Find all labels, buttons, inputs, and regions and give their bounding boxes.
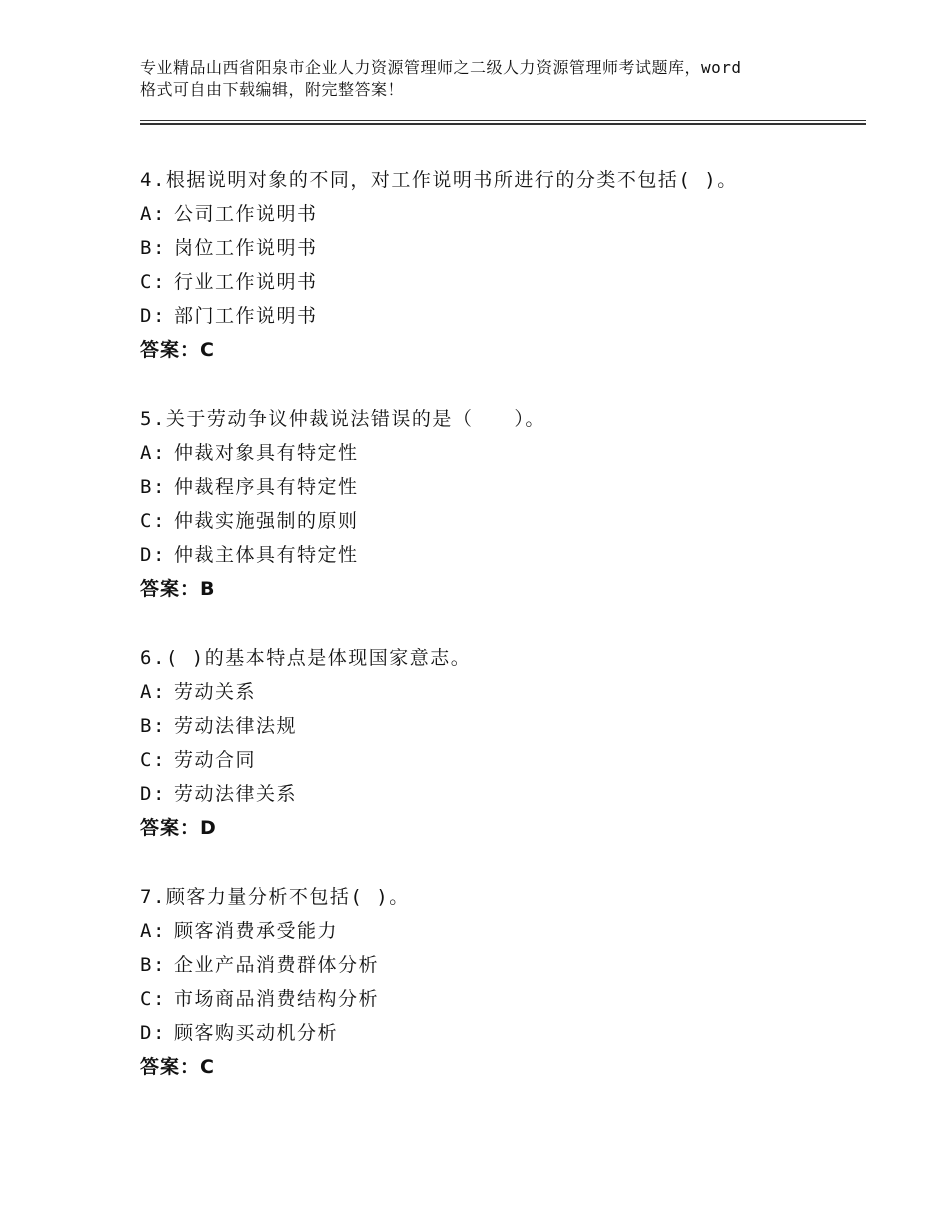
question-7 <box>140 880 866 1084</box>
option-a <box>140 197 866 231</box>
option-b <box>140 709 866 743</box>
option-text: 公司工作说明书 <box>174 203 318 225</box>
option-text: 岗位工作说明书 <box>174 237 318 259</box>
option-text: 劳动法律法规 <box>174 715 298 737</box>
header-line-2: 格式可自由下载编辑，附完整答案！ <box>140 80 405 99</box>
option-text: 仲裁实施强制的原则 <box>174 510 359 532</box>
option-a <box>140 675 866 709</box>
question-stem: 5.关于劳动争议仲裁说法错误的是（ ）。 <box>140 408 546 430</box>
option-c <box>140 982 866 1016</box>
option-key: C: <box>140 988 166 1010</box>
header-line-1: 专业精品山西省阳泉市企业人力资源管理师之二级人力资源管理师考试题库，word <box>140 58 742 77</box>
option-text: 顾客消费承受能力 <box>174 920 339 942</box>
answer-line: 答案：C <box>140 1056 215 1078</box>
question-5 <box>140 402 866 606</box>
option-key: A: <box>140 681 166 703</box>
option-key: C: <box>140 271 166 293</box>
header-divider-thick <box>140 123 866 125</box>
question-stem: 4.根据说明对象的不同，对工作说明书所进行的分类不包括( )。 <box>140 169 738 191</box>
option-text: 仲裁对象具有特定性 <box>174 442 359 464</box>
option-b <box>140 231 866 265</box>
answer-line: 答案：C <box>140 339 215 361</box>
option-key: A: <box>140 442 166 464</box>
option-text: 市场商品消费结构分析 <box>174 988 380 1010</box>
option-key: D: <box>140 1022 166 1044</box>
answer-line: 答案：D <box>140 817 217 839</box>
option-key: A: <box>140 203 166 225</box>
option-key: B: <box>140 237 166 259</box>
option-text: 劳动合同 <box>174 749 257 771</box>
question-stem: 6.( )的基本特点是体现国家意志。 <box>140 647 472 669</box>
option-a <box>140 914 866 948</box>
question-6 <box>140 641 866 845</box>
option-text: 企业产品消费群体分析 <box>174 954 380 976</box>
header-divider-thin <box>140 120 866 121</box>
answer-line: 答案：B <box>140 578 216 600</box>
option-d <box>140 1016 866 1050</box>
option-text: 部门工作说明书 <box>174 305 318 327</box>
option-key: C: <box>140 749 166 771</box>
option-c <box>140 504 866 538</box>
option-text: 顾客购买动机分析 <box>174 1022 339 1044</box>
option-b <box>140 948 866 982</box>
option-key: D: <box>140 783 166 805</box>
option-key: A: <box>140 920 166 942</box>
option-text: 劳动关系 <box>174 681 257 703</box>
option-c <box>140 265 866 299</box>
option-d <box>140 299 866 333</box>
option-d <box>140 538 866 572</box>
option-text: 仲裁主体具有特定性 <box>174 544 359 566</box>
option-key: C: <box>140 510 166 532</box>
option-a <box>140 436 866 470</box>
option-c <box>140 743 866 777</box>
question-stem: 7.顾客力量分析不包括( )。 <box>140 886 410 908</box>
document-header <box>140 57 840 101</box>
option-text: 行业工作说明书 <box>174 271 318 293</box>
option-d <box>140 777 866 811</box>
option-b <box>140 470 866 504</box>
option-key: D: <box>140 544 166 566</box>
option-key: B: <box>140 476 166 498</box>
option-key: D: <box>140 305 166 327</box>
question-4 <box>140 163 866 367</box>
option-text: 劳动法律关系 <box>174 783 298 805</box>
option-text: 仲裁程序具有特定性 <box>174 476 359 498</box>
option-key: B: <box>140 954 166 976</box>
option-key: B: <box>140 715 166 737</box>
